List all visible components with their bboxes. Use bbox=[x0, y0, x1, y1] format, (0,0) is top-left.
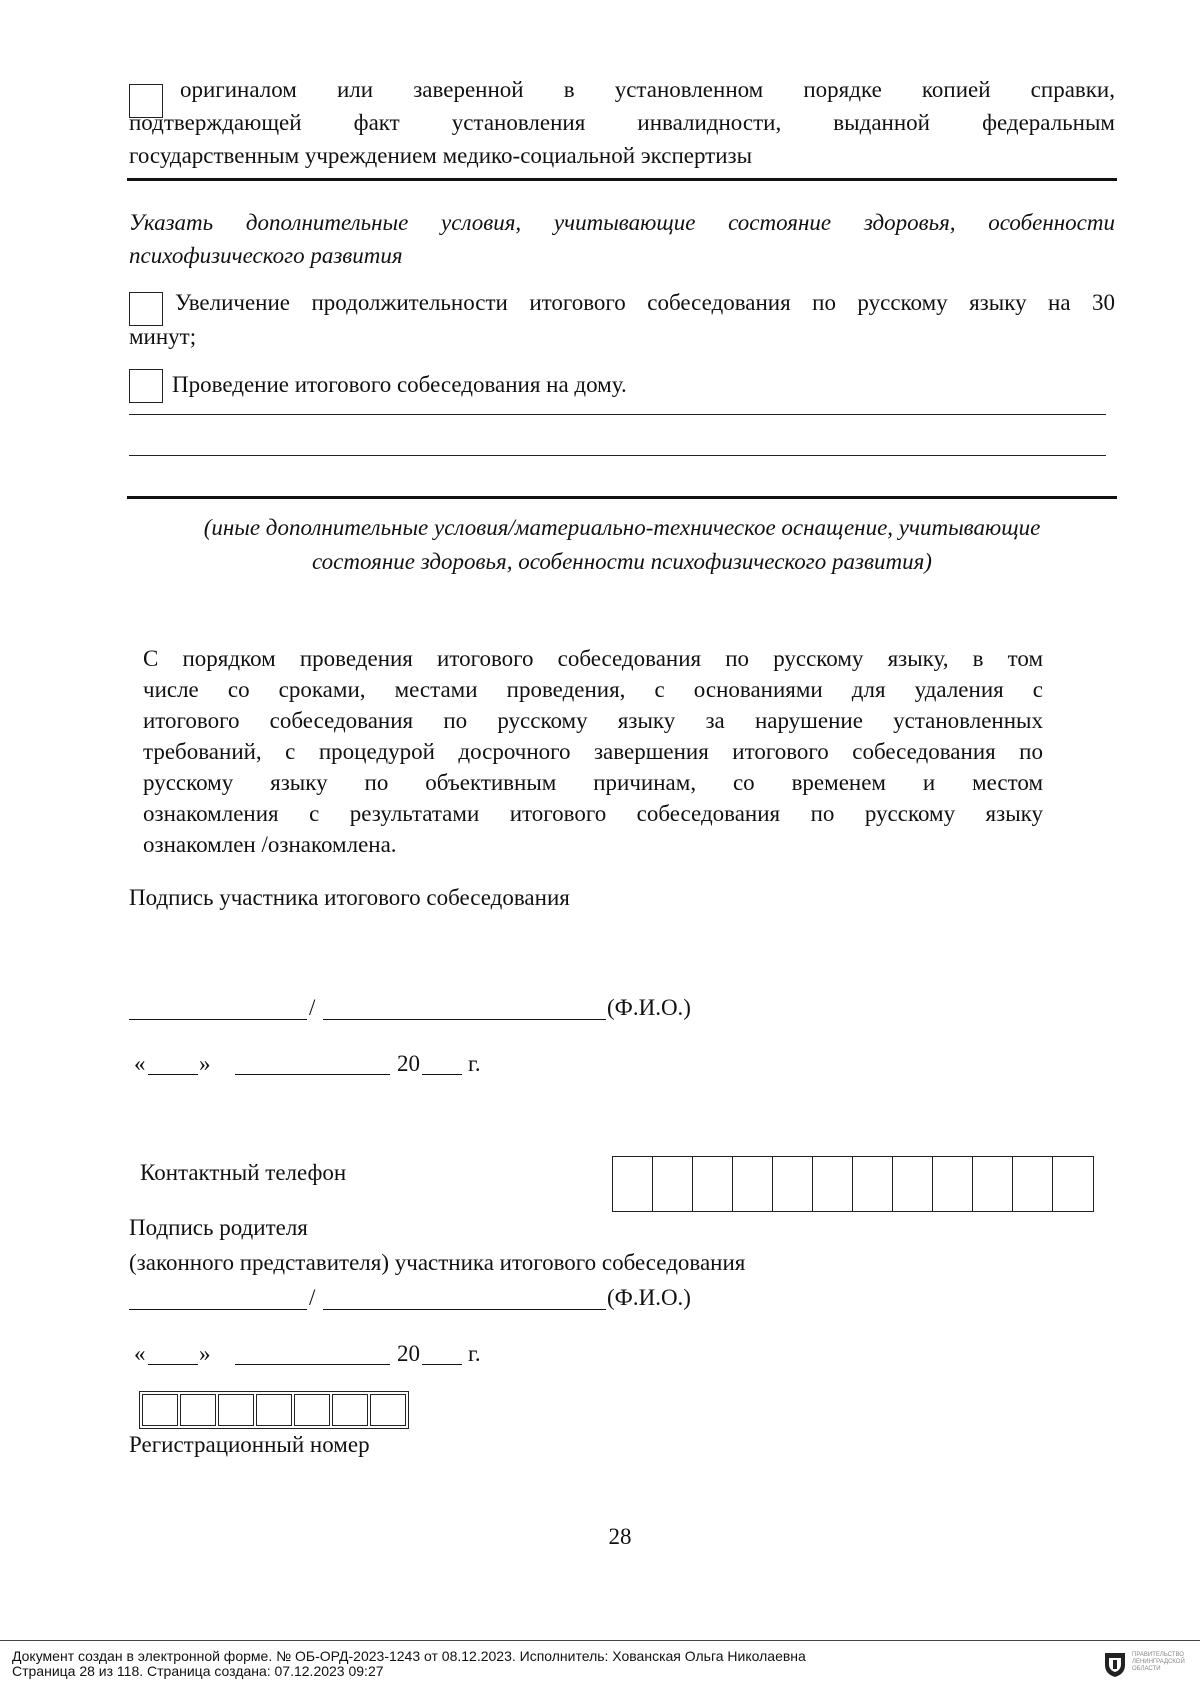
participant-date-year-suffix: г. bbox=[468, 1051, 481, 1076]
ack-line-1: С порядком проведения итогового собеседования по русскому языку, в том bbox=[143, 646, 1043, 671]
ack-line-5: русскому языку по объективным причинам, со временем и местом bbox=[143, 770, 1043, 795]
parent-date-open-quote: « bbox=[134, 1341, 146, 1366]
checkbox-home-interview[interactable] bbox=[129, 369, 163, 403]
participant-date-close-quote: » bbox=[199, 1051, 211, 1076]
contact-phone-boxes[interactable] bbox=[612, 1156, 1094, 1212]
government-logo-text: ПРАВИТЕЛЬСТВО ЛЕНИНГРАДСКОЙ ОБЛАСТИ bbox=[1132, 1652, 1185, 1672]
participant-date-open-quote: « bbox=[134, 1051, 146, 1076]
ack-line-7: ознакомлен /ознакомлена. bbox=[143, 832, 397, 857]
footer-line2: Страница 28 из 118. Страница создана: 07.12.2023 09:27 bbox=[12, 1663, 384, 1679]
parent-date-month-field[interactable] bbox=[235, 1364, 390, 1365]
participant-fio-label: (Ф.И.О.) bbox=[607, 995, 691, 1020]
participant-signature-field[interactable] bbox=[129, 1019, 307, 1020]
participant-name-field[interactable] bbox=[323, 1019, 606, 1020]
participant-date-year-prefix: 20 bbox=[397, 1051, 420, 1076]
registration-number-cell[interactable] bbox=[370, 1394, 406, 1426]
registration-number-cell[interactable] bbox=[256, 1394, 292, 1426]
ack-line-3: итогового собеседования по русскому языку за нарушение установленных bbox=[143, 708, 1043, 733]
contact-phone-digit-cell[interactable] bbox=[853, 1157, 893, 1211]
coat-of-arms-icon bbox=[1102, 1650, 1128, 1678]
contact-phone-digit-cell[interactable] bbox=[933, 1157, 973, 1211]
parent-signature-slash: / bbox=[309, 1285, 316, 1310]
participant-date-year-field[interactable] bbox=[422, 1074, 462, 1075]
parent-fio-label: (Ф.И.О.) bbox=[607, 1285, 691, 1310]
instruction-line1: Указать дополнительные условия, учитывающие состояние здоровья, особенности bbox=[129, 210, 1115, 235]
contact-phone-label: Контактный телефон bbox=[140, 1160, 347, 1185]
participant-date-day-field[interactable] bbox=[148, 1074, 198, 1075]
other-conditions-line-1[interactable] bbox=[129, 414, 1106, 415]
contact-phone-digit-cell[interactable] bbox=[693, 1157, 733, 1211]
original-certificate-line2: подтверждающей факт установления инвалидности, выданной федеральным bbox=[129, 110, 1115, 135]
ack-line-6: ознакомления с результатами итогового собеседования по русскому языку bbox=[143, 801, 1043, 826]
parent-date-year-field[interactable] bbox=[422, 1364, 462, 1365]
footer-rule bbox=[0, 1640, 1200, 1641]
contact-phone-digit-cell[interactable] bbox=[773, 1157, 813, 1211]
parent-name-field[interactable] bbox=[323, 1309, 606, 1310]
original-certificate-line3: государственным учреждением медико-социальной экспертизы bbox=[129, 143, 753, 168]
registration-number-cell[interactable] bbox=[142, 1394, 178, 1426]
other-conditions-line-3[interactable] bbox=[127, 496, 1117, 499]
registration-number-cell[interactable] bbox=[218, 1394, 254, 1426]
participant-signature-slash: / bbox=[309, 995, 316, 1020]
ack-line-4: требований, с процедурой досрочного завершения итогового собеседования по bbox=[143, 739, 1043, 764]
footer-line1: Документ создан в электронной форме. № ОБ-ОРД-2023-1243 от 08.12.2023. Исполнитель: Хованская Ольга Николаевна bbox=[12, 1648, 806, 1664]
ack-line-2: числе со сроками, местами проведения, с основаниями для удаления с bbox=[143, 677, 1043, 702]
option-home-interview: Проведение итогового собеседования на дому. bbox=[172, 372, 627, 397]
registration-number-cell[interactable] bbox=[180, 1394, 216, 1426]
contact-phone-digit-cell[interactable] bbox=[613, 1157, 653, 1211]
contact-phone-digit-cell[interactable] bbox=[733, 1157, 773, 1211]
contact-phone-digit-cell[interactable] bbox=[893, 1157, 933, 1211]
contact-phone-digit-cell[interactable] bbox=[813, 1157, 853, 1211]
parent-date-day-field[interactable] bbox=[148, 1364, 198, 1365]
other-conditions-line-2[interactable] bbox=[129, 455, 1106, 456]
registration-number-boxes[interactable] bbox=[139, 1391, 409, 1429]
participant-date-month-field[interactable] bbox=[235, 1074, 390, 1075]
registration-number-label: Регистрационный номер bbox=[129, 1432, 370, 1457]
parent-signature-label-line2: (законного представителя) участника итогового собеседования bbox=[129, 1250, 746, 1275]
parent-date-year-prefix: 20 bbox=[397, 1341, 420, 1366]
other-conditions-note-line1: (иные дополнительные условия/материально-техническое оснащение, учитывающие bbox=[203, 515, 1041, 540]
section-divider bbox=[127, 178, 1117, 181]
parent-signature-field[interactable] bbox=[129, 1309, 307, 1310]
original-certificate-line1: оригиналом или заверенной в установленном порядке копией справки, bbox=[180, 77, 1115, 102]
parent-date-year-suffix: г. bbox=[468, 1341, 481, 1366]
option-extend-duration-line2: минут; bbox=[129, 324, 197, 349]
page-number: 28 bbox=[608, 1524, 632, 1549]
participant-signature-label: Подпись участника итогового собеседования bbox=[129, 885, 570, 910]
option-extend-duration-line1: Увеличение продолжительности итогового собеседования по русскому языку на 30 bbox=[175, 290, 1115, 315]
registration-number-cell[interactable] bbox=[332, 1394, 368, 1426]
parent-signature-label-line1: Подпись родителя bbox=[129, 1215, 308, 1240]
contact-phone-digit-cell[interactable] bbox=[973, 1157, 1013, 1211]
contact-phone-digit-cell[interactable] bbox=[653, 1157, 693, 1211]
other-conditions-note-line2: состояние здоровья, особенности психофизического развития) bbox=[312, 549, 932, 574]
contact-phone-digit-cell[interactable] bbox=[1053, 1157, 1093, 1211]
instruction-line2: психофизического развития bbox=[129, 243, 403, 268]
parent-date-close-quote: » bbox=[199, 1341, 211, 1366]
contact-phone-digit-cell[interactable] bbox=[1013, 1157, 1053, 1211]
registration-number-cell[interactable] bbox=[294, 1394, 330, 1426]
